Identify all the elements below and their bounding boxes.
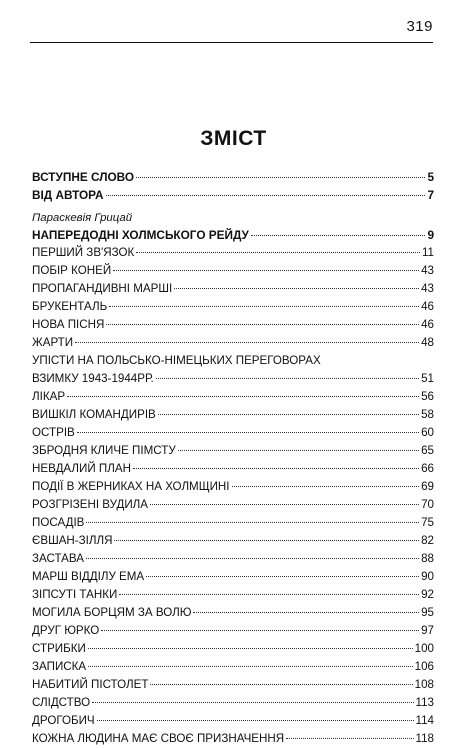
toc-entry — [32, 730, 434, 748]
toc-entry — [32, 640, 434, 658]
toc-entry — [32, 622, 434, 640]
toc-entry-title: ЗБРОДНЯ КЛИЧЕ ПІМСТУ — [32, 444, 176, 457]
toc-entry-page: 60 — [421, 426, 434, 439]
toc-title: ЗМІСТ — [200, 127, 267, 150]
toc-entry — [32, 514, 434, 532]
toc-entry — [32, 676, 434, 694]
toc-entry-title: ДРОГОБИЧ — [32, 714, 95, 727]
dot-leader — [113, 269, 419, 271]
dot-leader — [88, 665, 413, 667]
dot-leader — [86, 557, 419, 559]
toc-entry-page: 70 — [421, 498, 434, 511]
toc-entry-page: 95 — [421, 606, 434, 619]
dot-leader — [106, 194, 426, 196]
toc-entry-title: УПІСТИ НА ПОЛЬСЬКО-НІМЕЦЬКИХ ПЕРЕГОВОРАХ — [32, 354, 321, 367]
dot-leader — [97, 719, 414, 721]
toc-entry — [32, 478, 434, 496]
toc-entry-title: ВСТУПНЕ СЛОВО — [32, 170, 135, 184]
toc-entry-title: ОСТРІВ — [32, 426, 75, 439]
toc-entry-title: ПОБІР КОНЕЙ — [32, 264, 112, 277]
toc-entry-title: НОВА ПІСНЯ — [32, 318, 105, 331]
toc-entry-page: 65 — [421, 444, 434, 457]
toc-entry-page: 11 — [421, 246, 434, 259]
toc-entry — [32, 406, 434, 424]
dot-leader — [86, 521, 419, 523]
toc-entry-title: ЗАСТАВА — [32, 552, 84, 565]
toc-entry-title: НАПЕРЕДОДНІ ХОЛМСЬКОГО РЕЙДУ — [32, 228, 249, 242]
toc-entry-page: 48 — [421, 336, 434, 349]
toc-entry-title: ПЕРШИЙ ЗВ'ЯЗОК — [32, 246, 135, 259]
toc-entry-title: ЗІПСУТІ ТАНКИ — [32, 588, 118, 601]
toc-entry — [32, 244, 434, 262]
toc-section-heading — [32, 226, 434, 244]
toc-entry-title: ВІД АВТОРА — [32, 188, 104, 202]
toc-entry-page: 51 — [421, 372, 434, 385]
author-name: Параскевія Грицай — [32, 212, 133, 224]
dot-leader — [114, 539, 419, 541]
toc-entry — [32, 316, 434, 334]
toc-entry — [32, 604, 434, 622]
table-of-contents — [32, 168, 434, 748]
toc-entry — [32, 280, 434, 298]
dot-leader — [251, 234, 426, 236]
toc-entry — [32, 442, 434, 460]
toc-entry-page: 43 — [421, 282, 434, 295]
toc-entry-title: НАБИТИЙ ПІСТОЛЕТ — [32, 678, 149, 691]
page-number: 319 — [406, 18, 433, 35]
toc-entry-title: СЛІДСТВО — [32, 696, 91, 709]
toc-entry-title: РОЗГРІЗЕНІ ВУДИЛА — [32, 498, 148, 511]
dot-leader — [136, 176, 425, 178]
toc-entry-page: 66 — [421, 462, 434, 475]
dot-leader — [109, 305, 419, 307]
toc-entry — [32, 370, 434, 388]
toc-entry — [32, 262, 434, 280]
toc-entry — [32, 694, 434, 712]
toc-entry-page: 69 — [421, 480, 434, 493]
toc-entry — [32, 496, 434, 514]
dot-leader — [92, 701, 413, 703]
toc-entry — [32, 298, 434, 316]
toc-entry-page: 56 — [421, 390, 434, 403]
toc-entry — [32, 550, 434, 568]
toc-entry-page: 46 — [421, 318, 434, 331]
toc-entry-page: 75 — [421, 516, 434, 529]
toc-entry-page: 9 — [427, 228, 434, 242]
dot-leader — [106, 323, 419, 325]
toc-entry-page: 90 — [421, 570, 434, 583]
toc-entry-page: 113 — [415, 696, 434, 709]
toc-entry-title: ВЗИМКУ 1943-1944РР. — [32, 372, 154, 385]
toc-entry — [32, 424, 434, 442]
toc-entry-title: ВИШКІЛ КОМАНДИРІВ — [32, 408, 156, 421]
toc-entry-page: 46 — [421, 300, 434, 313]
toc-entry-title: ЖАРТИ — [32, 336, 74, 349]
toc-entry — [32, 460, 434, 478]
toc-entry-title: ДРУГ ЮРКО — [32, 624, 100, 637]
toc-entry-page: 108 — [414, 678, 434, 691]
toc-entry-foreword — [32, 168, 434, 186]
toc-entry-title: СТРИБКИ — [32, 642, 86, 655]
toc-entry-title: ЛІКАР — [32, 390, 66, 403]
toc-entry — [32, 388, 434, 406]
toc-entry-page: 118 — [415, 732, 434, 745]
dot-leader — [178, 449, 419, 451]
toc-entry-title: ПРОПАГАНДИВНІ МАРШІ — [32, 282, 173, 295]
toc-entry-page: 106 — [414, 660, 434, 673]
dot-leader — [146, 575, 419, 577]
toc-entry-page: 100 — [414, 642, 434, 655]
toc-entry-title: МОГИЛА БОРЦЯМ ЗА ВОЛЮ — [32, 606, 192, 619]
toc-entry-page: 88 — [421, 552, 434, 565]
dot-leader — [286, 737, 413, 739]
toc-entry-title: ЗАПИСКА — [32, 660, 87, 673]
dot-leader — [156, 377, 419, 379]
dot-leader — [133, 467, 419, 469]
toc-entry — [32, 658, 434, 676]
toc-entry-page: 7 — [427, 188, 434, 202]
toc-entry-title: ЄВШАН-ЗІЛЛЯ — [32, 534, 113, 547]
dot-leader — [232, 485, 420, 487]
toc-entry — [32, 586, 434, 604]
dot-leader — [150, 683, 412, 685]
dot-leader — [88, 647, 413, 649]
toc-entry-title: ПОДІЇ В ЖЕРНИКАХ НА ХОЛМЩИНІ — [32, 480, 230, 493]
toc-entry-page: 43 — [421, 264, 434, 277]
dot-leader — [75, 341, 419, 343]
toc-entry-page: 58 — [421, 408, 434, 421]
toc-entry-page: 97 — [421, 624, 434, 637]
dot-leader — [174, 287, 419, 289]
toc-entry — [32, 532, 434, 550]
dot-leader — [119, 593, 419, 595]
dot-leader — [150, 503, 419, 505]
dot-leader — [67, 395, 419, 397]
toc-entry-from-author — [32, 186, 434, 204]
toc-entry-page: 5 — [427, 170, 434, 184]
dot-leader — [77, 431, 419, 433]
toc-entry-title: НЕВДАЛИЙ ПЛАН — [32, 462, 131, 475]
toc-entries — [32, 244, 434, 748]
toc-entry-title: МАРШ ВІДДІЛУ ЕМА — [32, 570, 145, 583]
header-rule — [30, 42, 433, 43]
toc-entry — [32, 712, 434, 730]
dot-leader — [101, 629, 419, 631]
dot-leader — [158, 413, 419, 415]
toc-entry — [32, 334, 434, 352]
dot-leader — [136, 251, 420, 253]
toc-entry — [32, 568, 434, 586]
dot-leader — [193, 611, 419, 613]
toc-entry-page: 92 — [421, 588, 434, 601]
toc-entry-title: БРУКЕНТАЛЬ — [32, 300, 108, 313]
toc-entry-page: 114 — [415, 714, 434, 727]
toc-entry — [32, 352, 434, 370]
toc-entry-title: ПОСАДІВ — [32, 516, 85, 529]
toc-entry-page: 82 — [421, 534, 434, 547]
toc-entry-title: КОЖНА ЛЮДИНА МАЄ СВОЄ ПРИЗНАЧЕННЯ — [32, 732, 285, 745]
